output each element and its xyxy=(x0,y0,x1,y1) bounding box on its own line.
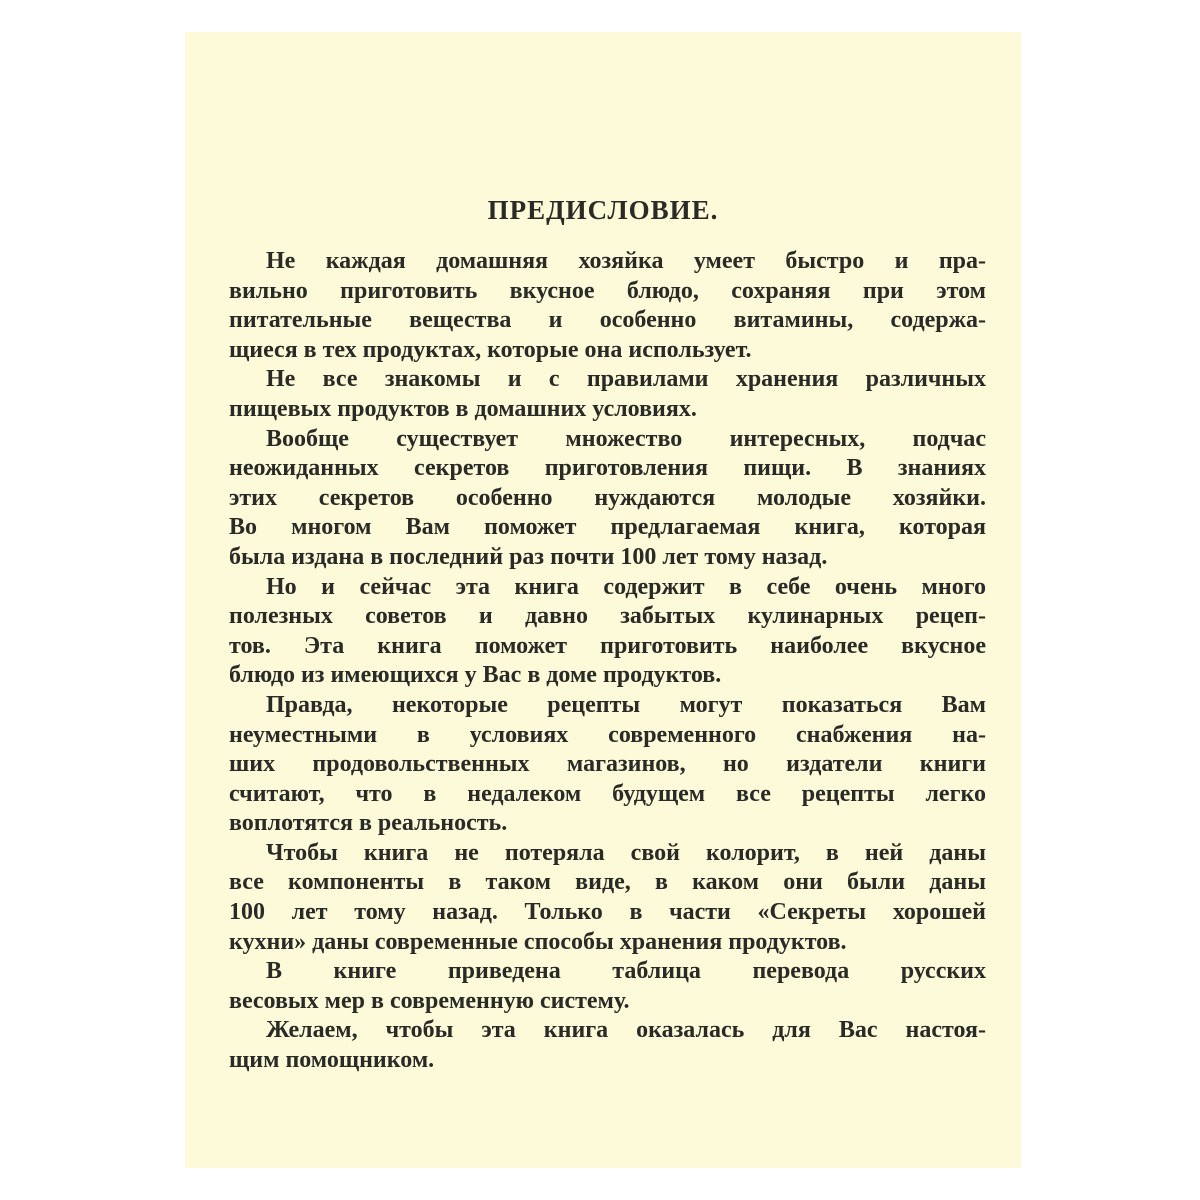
text-line: В книге приведена таблица перевода русских xyxy=(266,958,986,985)
text-line: весовых мер в современную систему. xyxy=(229,987,630,1014)
text-line: все компоненты в таком виде, в каком они были даны xyxy=(229,869,986,896)
text-line: щиеся в тех продуктах, которые она использует. xyxy=(229,336,752,363)
text-line: Не все знакомы и с правилами хранения различных xyxy=(266,366,986,393)
text-line: была издана в последний раз почти 100 лет тому назад. xyxy=(229,543,828,570)
text-line: Во многом Вам поможет предлагаемая книга, которая xyxy=(229,514,986,541)
book-page xyxy=(185,32,1021,1168)
text-line: пищевых продуктов в домашних условиях. xyxy=(229,395,697,422)
text-line: питательные вещества и особенно витамины, содержа- xyxy=(229,307,986,334)
text-line: 100 лет тому назад. Только в части «Секреты хорошей xyxy=(229,899,986,926)
text-line: тов. Эта книга поможет приготовить наиболее вкусное xyxy=(229,632,986,659)
text-line: неуместными в условиях современного снабжения на- xyxy=(229,721,986,748)
text-line: Не каждая домашняя хозяйка умеет быстро и пра- xyxy=(266,248,986,274)
text-line: вильно приготовить вкусное блюдо, сохраняя при этом xyxy=(229,277,986,304)
text-line: Вообще существует множество интересных, подчас xyxy=(266,425,986,452)
text-line: неожиданных секретов приготовления пищи. В знаниях xyxy=(229,455,986,482)
text-line: Желаем, чтобы эта книга оказалась для Вас настоя- xyxy=(266,1017,986,1044)
preface-text xyxy=(229,247,1029,1076)
text-line: считают, что в недалеком будущем все рецепты легко xyxy=(229,780,986,807)
text-line: воплотятся в реальность. xyxy=(229,810,508,837)
text-line: Чтобы книга не потеряла свой колорит, в ней даны xyxy=(266,839,986,866)
text-line: кухни» даны современные способы хранения продуктов. xyxy=(229,928,847,955)
text-line: Но и сейчас эта книга содержит в себе очень много xyxy=(266,573,986,600)
page-title: ПРЕДИСЛОВИЕ. xyxy=(487,195,719,225)
text-line: Правда, некоторые рецепты могут показаться Вам xyxy=(266,691,986,718)
text-line: блюдо из имеющихся у Вас в доме продуктов. xyxy=(229,662,722,689)
text-line: этих секретов особенно нуждаются молодые хозяйки. xyxy=(229,484,986,511)
text-line: щим помощником. xyxy=(229,1047,435,1074)
text-line: ших продовольственных магазинов, но издатели книги xyxy=(229,751,986,778)
text-line: полезных советов и давно забытых кулинарных рецеп- xyxy=(229,603,986,630)
